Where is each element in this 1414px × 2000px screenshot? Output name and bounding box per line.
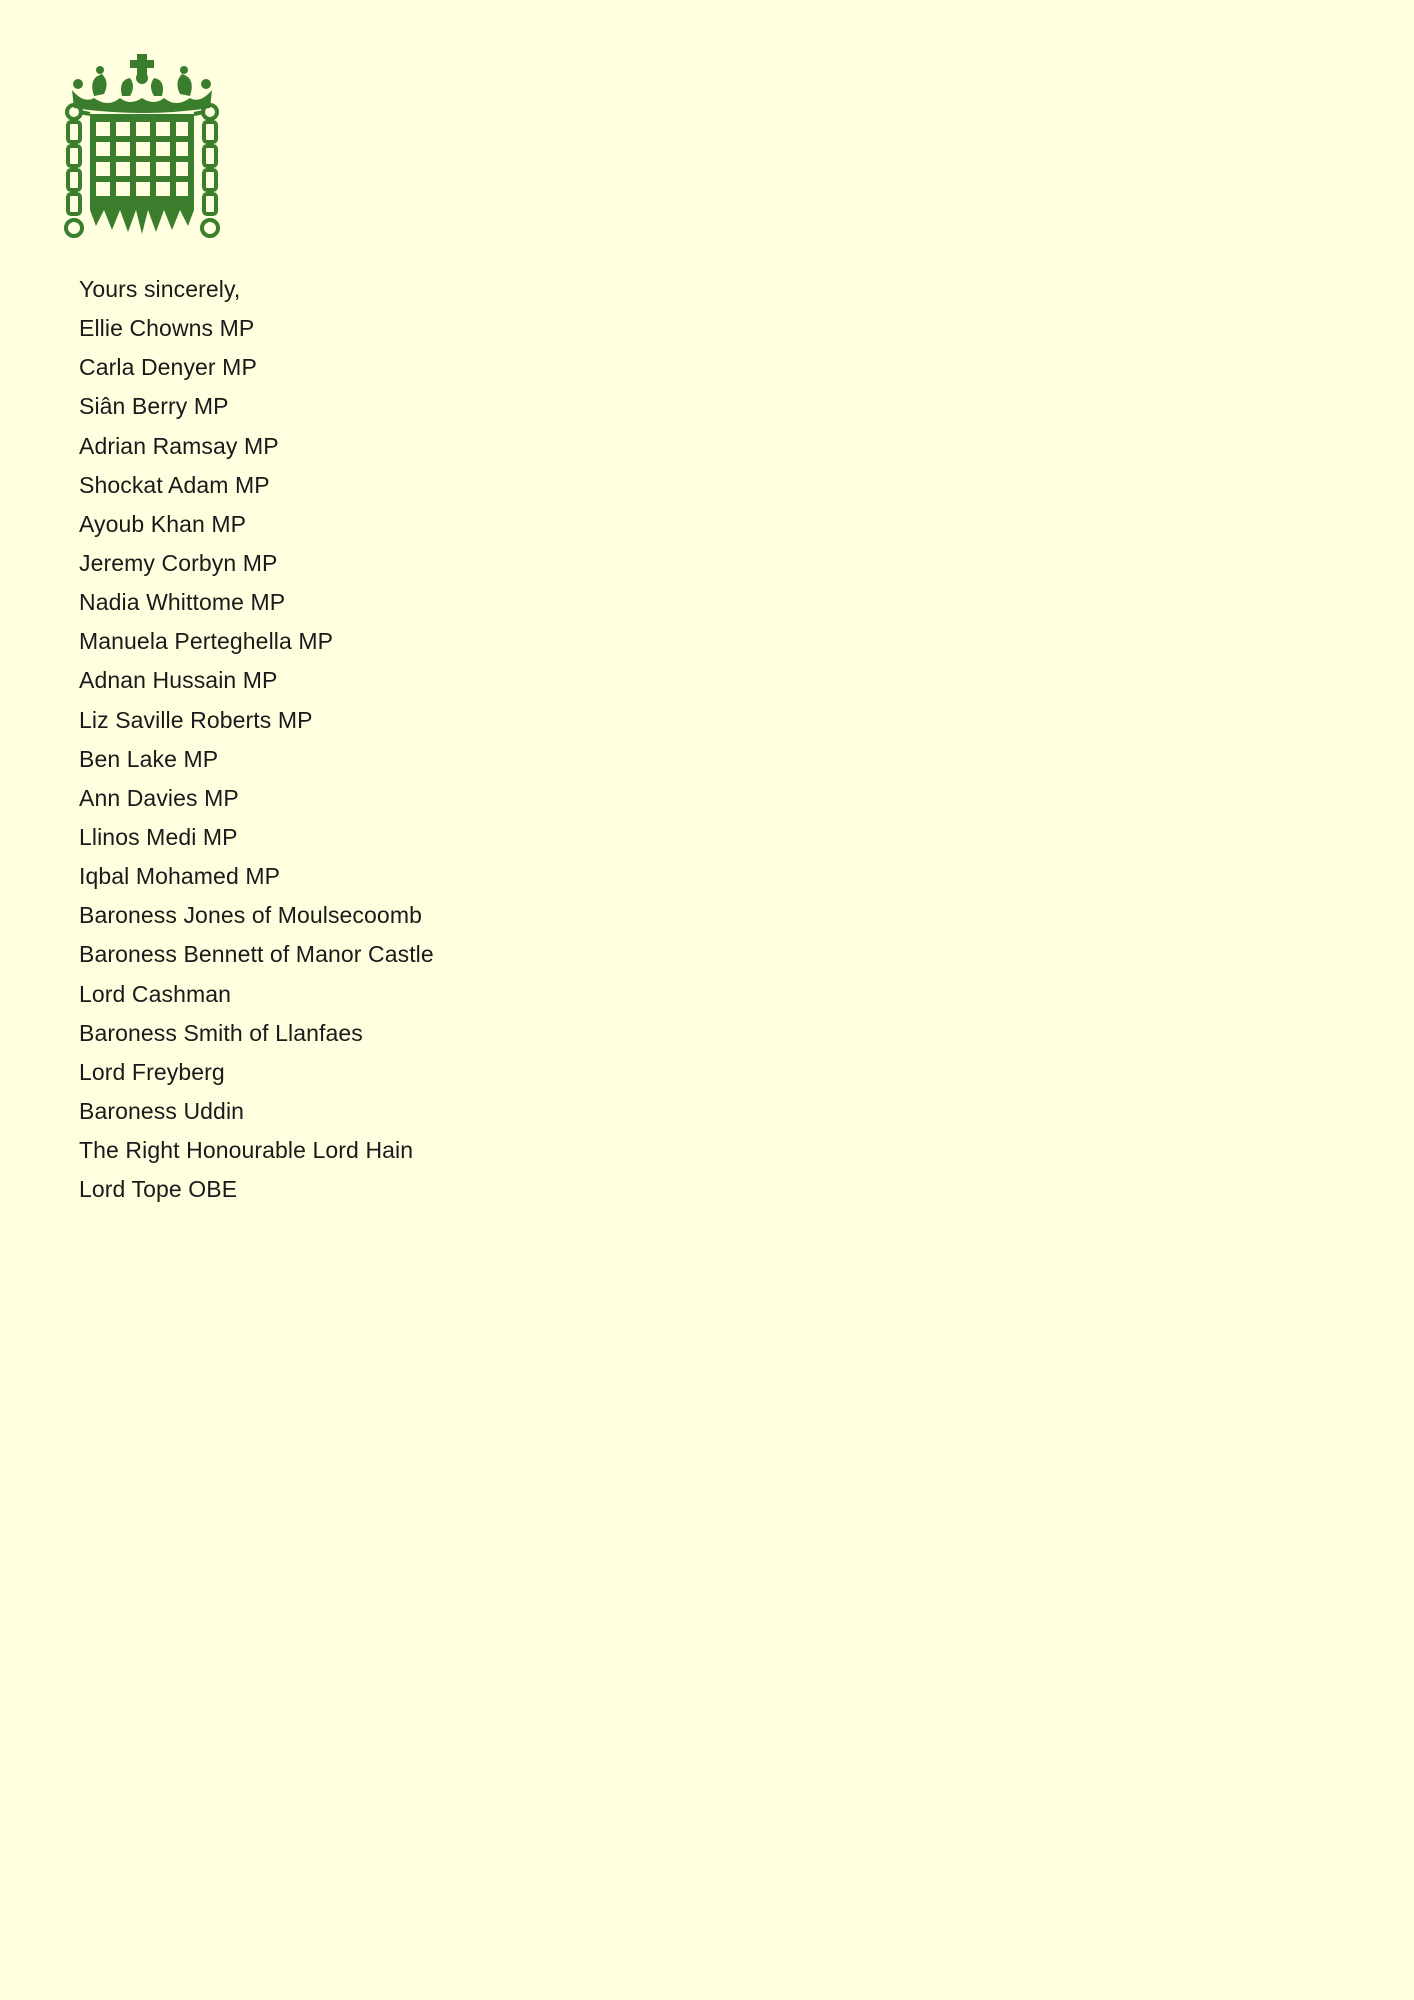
signatory-name: Liz Saville Roberts MP: [79, 706, 313, 733]
closing-salutation: Yours sincerely,: [79, 276, 241, 302]
signatory-name: Shockat Adam MP: [79, 471, 270, 498]
signatory-name: Baroness Uddin: [79, 1097, 245, 1124]
signatory-name: Ann Davies MP: [79, 784, 239, 811]
signatory-name: Baroness Smith of Llanfaes: [79, 1019, 363, 1046]
signatory-name: Llinos Medi MP: [79, 823, 238, 850]
signatory-list: [79, 309, 434, 1209]
signatory-name: Adrian Ramsay MP: [79, 432, 279, 459]
signoff-block: [79, 270, 434, 1209]
portcullis-logo-icon: [64, 52, 220, 238]
signatory-name: Siân Berry MP: [79, 393, 229, 420]
signatory-name: Ben Lake MP: [79, 745, 219, 772]
signatory-name: Adnan Hussain MP: [79, 667, 278, 694]
signatory-name: Ayoub Khan MP: [79, 510, 247, 537]
signatory-name: Iqbal Mohamed MP: [79, 863, 281, 890]
signatory-name: Baroness Bennett of Manor Castle: [79, 941, 434, 968]
signatory-name: Jeremy Corbyn MP: [79, 549, 278, 576]
signatory-name: Ellie Chowns MP: [79, 315, 255, 342]
signatory-name: Nadia Whittome MP: [79, 589, 286, 616]
signatory-name: Carla Denyer MP: [79, 354, 257, 381]
signatory-name: Manuela Perteghella MP: [79, 628, 334, 655]
signatory-name: Lord Cashman: [79, 980, 232, 1007]
signatory-name: Baroness Jones of Moulsecoomb: [79, 902, 422, 929]
signatory-name: Lord Freyberg: [79, 1058, 225, 1085]
signatory-name: Lord Tope OBE: [79, 1176, 238, 1203]
signatory-name: The Right Honourable Lord Hain: [79, 1137, 414, 1164]
